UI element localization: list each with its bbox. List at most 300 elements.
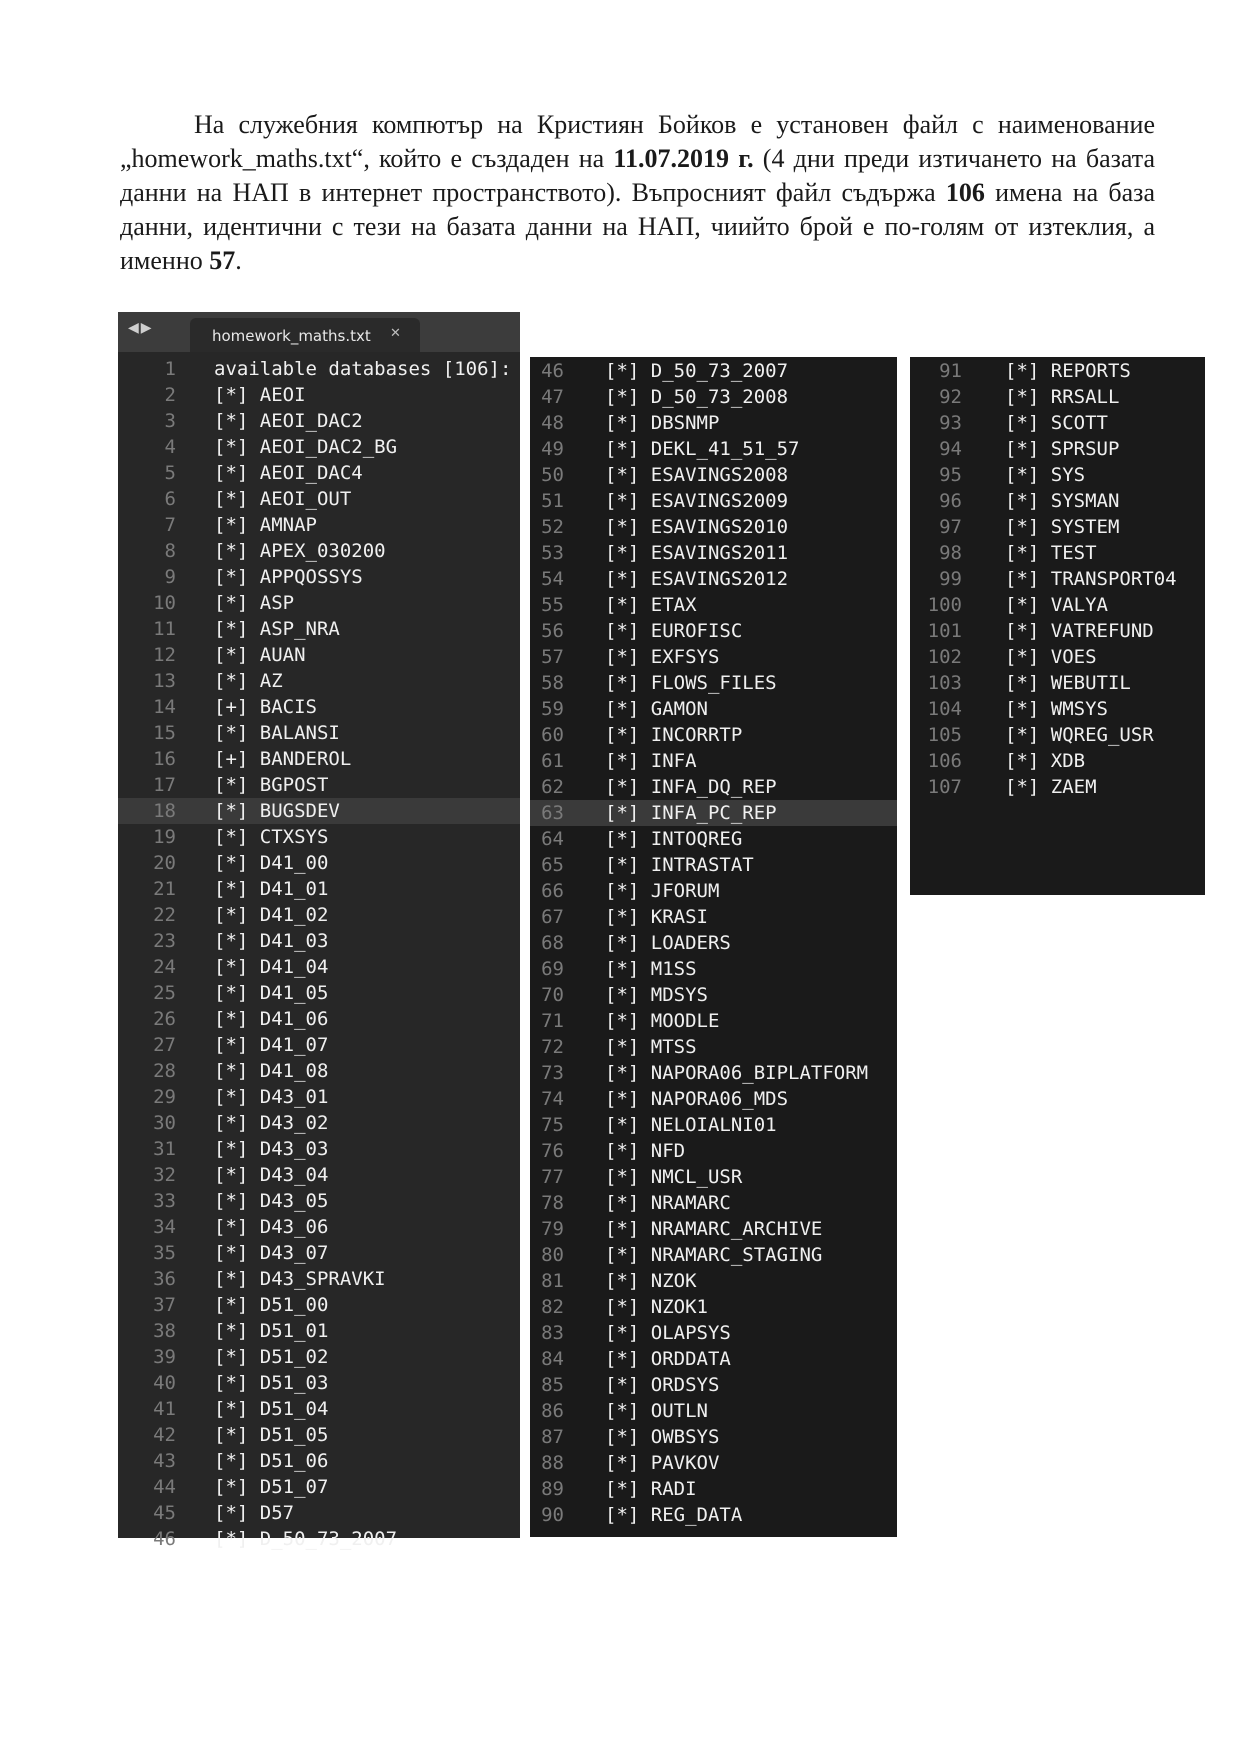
code-line	[910, 618, 1205, 644]
line-text: [*] D51_05	[214, 1424, 329, 1446]
line-text: [*] ESAVINGS2011	[605, 542, 789, 564]
line-text: [*] D51_06	[214, 1450, 329, 1472]
line-text: [*] INFA_PC_REP	[605, 802, 777, 824]
line-number: 9	[164, 566, 176, 588]
code-line	[530, 748, 897, 774]
line-number: 99	[939, 568, 962, 590]
line-text: [*] D41_06	[214, 1008, 329, 1030]
code-line	[118, 564, 520, 590]
line-text: [*] D51_04	[214, 1398, 329, 1420]
line-text: [*] VALYA	[1005, 594, 1108, 616]
line-number: 62	[541, 776, 564, 798]
line-text: [*] APPQOSSYS	[214, 566, 363, 588]
editor-tab-bar	[118, 312, 520, 352]
line-text: [*] D41_07	[214, 1034, 329, 1056]
line-text: [*] SYSMAN	[1005, 490, 1120, 512]
code-line	[118, 1526, 520, 1552]
code-line	[118, 1318, 520, 1344]
line-number: 97	[939, 516, 962, 538]
line-number: 77	[541, 1166, 564, 1188]
line-number: 17	[153, 774, 176, 796]
line-number: 84	[541, 1348, 564, 1370]
line-text: [*] AZ	[214, 670, 283, 692]
code-line	[530, 904, 897, 930]
line-text: [*] SCOTT	[1005, 412, 1108, 434]
line-number: 3	[164, 410, 176, 432]
line-number: 33	[153, 1190, 176, 1212]
line-text: [*] NAPORA06_MDS	[605, 1088, 789, 1110]
code-line	[530, 384, 897, 410]
code-line	[118, 356, 520, 382]
line-number: 82	[541, 1296, 564, 1318]
line-text: [*] MTSS	[605, 1036, 697, 1058]
line-text: [*] XDB	[1005, 750, 1086, 772]
line-number: 86	[541, 1400, 564, 1422]
code-line	[118, 798, 520, 824]
line-text: [*] VOES	[1005, 646, 1097, 668]
code-line	[530, 826, 897, 852]
line-number: 59	[541, 698, 564, 720]
code-line	[530, 1320, 897, 1346]
line-number: 23	[153, 930, 176, 952]
code-line	[118, 538, 520, 564]
code-line	[118, 694, 520, 720]
line-text: [*] TEST	[1005, 542, 1097, 564]
line-text: [*] WQREG_USR	[1005, 724, 1154, 746]
line-text: [*] ORDSYS	[605, 1374, 720, 1396]
intro-paragraph	[120, 108, 1155, 278]
line-number: 11	[153, 618, 176, 640]
editor-screenshot-1	[118, 312, 520, 1550]
code-line	[910, 358, 1205, 384]
code-line	[118, 616, 520, 642]
code-line	[118, 1162, 520, 1188]
code-line	[118, 1136, 520, 1162]
code-line	[530, 1502, 897, 1528]
line-number: 7	[164, 514, 176, 536]
line-text: [*] AEOI	[214, 384, 306, 406]
code-line	[530, 1190, 897, 1216]
line-text: [*] FLOWS_FILES	[605, 672, 777, 694]
code-line	[118, 954, 520, 980]
line-text: [*] REG_DATA	[605, 1504, 743, 1526]
file-tab[interactable]	[190, 318, 420, 352]
line-number: 53	[541, 542, 564, 564]
line-number: 45	[153, 1502, 176, 1524]
code-line	[530, 462, 897, 488]
line-number: 70	[541, 984, 564, 1006]
line-number: 5	[164, 462, 176, 484]
line-text: [*] TRANSPORT04	[1005, 568, 1177, 590]
line-number: 94	[939, 438, 962, 460]
code-line	[118, 824, 520, 850]
line-number: 60	[541, 724, 564, 746]
database-count: 106	[945, 178, 985, 207]
paragraph-part-4: .	[235, 246, 242, 275]
line-text: [*] D51_07	[214, 1476, 329, 1498]
code-line	[118, 746, 520, 772]
code-line	[530, 1164, 897, 1190]
line-text: [*] ESAVINGS2009	[605, 490, 789, 512]
code-line	[118, 1344, 520, 1370]
line-number: 40	[153, 1372, 176, 1394]
line-text: [*] VATREFUND	[1005, 620, 1154, 642]
line-number: 95	[939, 464, 962, 486]
line-text: [*] NMCL_USR	[605, 1166, 743, 1188]
line-number: 42	[153, 1424, 176, 1446]
line-text: [*] INCORRTP	[605, 724, 743, 746]
code-line	[530, 1424, 897, 1450]
line-number: 24	[153, 956, 176, 978]
line-text: [*] BALANSI	[214, 722, 340, 744]
line-text: [*] EUROFISC	[605, 620, 743, 642]
line-text: [*] CTXSYS	[214, 826, 329, 848]
code-line	[118, 486, 520, 512]
code-line	[910, 462, 1205, 488]
line-text: [*] AEOI_DAC2_BG	[214, 436, 398, 458]
leaked-count: 57	[209, 246, 236, 275]
code-line	[910, 514, 1205, 540]
line-number: 35	[153, 1242, 176, 1264]
line-text: [*] DEKL_41_51_57	[605, 438, 800, 460]
line-number: 91	[939, 360, 962, 382]
line-text: [*] D43_02	[214, 1112, 329, 1134]
code-line	[530, 1008, 897, 1034]
line-number: 18	[153, 800, 176, 822]
code-line	[118, 512, 520, 538]
code-line	[910, 436, 1205, 462]
line-text: [*] ESAVINGS2012	[605, 568, 789, 590]
code-line	[118, 1292, 520, 1318]
line-text: [*] D43_05	[214, 1190, 329, 1212]
code-line	[118, 928, 520, 954]
line-number: 51	[541, 490, 564, 512]
line-number: 61	[541, 750, 564, 772]
line-text: [*] D_50_73_2008	[605, 386, 789, 408]
line-text: [*] NRAMARC_ARCHIVE	[605, 1218, 823, 1240]
line-text: [*] D43_06	[214, 1216, 329, 1238]
code-line	[530, 1242, 897, 1268]
line-text: [*] D41_00	[214, 852, 329, 874]
line-text: [*] D41_03	[214, 930, 329, 952]
code-line	[530, 1060, 897, 1086]
line-number: 63	[541, 802, 564, 824]
line-text: [*] D43_04	[214, 1164, 329, 1186]
paragraph-part-3: имена на база данни, идентични с тези на базата данни на НАП, чиийто брой е по-голям от изтеклия, а именно	[120, 178, 1155, 275]
code-line	[530, 982, 897, 1008]
line-number: 98	[939, 542, 962, 564]
line-number: 101	[927, 620, 962, 642]
line-number: 31	[153, 1138, 176, 1160]
code-line	[118, 1474, 520, 1500]
line-number: 49	[541, 438, 564, 460]
line-number: 66	[541, 880, 564, 902]
code-line	[910, 566, 1205, 592]
code-line	[530, 1112, 897, 1138]
line-text: [*] WMSYS	[1005, 698, 1108, 720]
line-text: [*] OLAPSYS	[605, 1322, 731, 1344]
line-text: [*] SYS	[1005, 464, 1086, 486]
nav-arrows-icon[interactable]: ◀▶	[128, 320, 154, 336]
line-number: 52	[541, 516, 564, 538]
line-text: [*] LOADERS	[605, 932, 731, 954]
code-line	[118, 1006, 520, 1032]
code-line	[118, 668, 520, 694]
line-text: [*] D51_01	[214, 1320, 329, 1342]
line-number: 102	[927, 646, 962, 668]
line-text: [*] JFORUM	[605, 880, 720, 902]
line-number: 103	[927, 672, 962, 694]
line-number: 74	[541, 1088, 564, 1110]
code-line	[530, 1346, 897, 1372]
line-number: 65	[541, 854, 564, 876]
line-number: 50	[541, 464, 564, 486]
line-text: [*] NRAMARC	[605, 1192, 731, 1214]
line-text: [*] M1SS	[605, 958, 697, 980]
code-line	[118, 460, 520, 486]
close-icon[interactable]: ✕	[390, 326, 401, 341]
code-line	[910, 384, 1205, 410]
code-line	[530, 410, 897, 436]
line-text: [*] AEOI_DAC4	[214, 462, 363, 484]
code-line	[118, 1396, 520, 1422]
line-number: 30	[153, 1112, 176, 1134]
code-line	[910, 748, 1205, 774]
line-number: 10	[153, 592, 176, 614]
line-text: [*] D41_05	[214, 982, 329, 1004]
line-number: 14	[153, 696, 176, 718]
line-text: [*] INTRASTAT	[605, 854, 754, 876]
line-text: [*] DBSNMP	[605, 412, 720, 434]
line-number: 57	[541, 646, 564, 668]
code-line	[118, 772, 520, 798]
code-line	[118, 642, 520, 668]
code-line	[910, 670, 1205, 696]
code-line	[118, 902, 520, 928]
line-text: [*] AEOI_OUT	[214, 488, 352, 510]
paragraph-part-1: На служебния компютър на Кристиян Бойков е установен файл с наименование „homework_maths.txt“, който е създаден на	[120, 110, 1155, 173]
code-line	[910, 410, 1205, 436]
line-number: 67	[541, 906, 564, 928]
creation-date: 11.07.2019 г.	[613, 144, 754, 173]
line-number: 83	[541, 1322, 564, 1344]
line-number: 44	[153, 1476, 176, 1498]
line-number: 8	[164, 540, 176, 562]
line-number: 41	[153, 1398, 176, 1420]
line-text: [*] KRASI	[605, 906, 708, 928]
code-line	[530, 644, 897, 670]
line-text: [*] NZOK	[605, 1270, 697, 1292]
line-number: 29	[153, 1086, 176, 1108]
line-text: [*] REPORTS	[1005, 360, 1131, 382]
line-text: [*] D57	[214, 1502, 295, 1524]
code-line	[118, 1084, 520, 1110]
line-text: [*] NRAMARC_STAGING	[605, 1244, 823, 1266]
code-line	[118, 1214, 520, 1240]
line-text: [*] MOODLE	[605, 1010, 720, 1032]
code-line	[530, 852, 897, 878]
line-text: [*] NAPORA06_BIPLATFORM	[605, 1062, 869, 1084]
code-line	[118, 850, 520, 876]
code-line	[118, 1370, 520, 1396]
code-line	[530, 436, 897, 462]
line-number: 87	[541, 1426, 564, 1448]
code-line	[910, 696, 1205, 722]
line-number: 32	[153, 1164, 176, 1186]
line-number: 13	[153, 670, 176, 692]
line-number: 89	[541, 1478, 564, 1500]
line-text: [*] INTOQREG	[605, 828, 743, 850]
code-line	[530, 1138, 897, 1164]
line-text: [*] D51_03	[214, 1372, 329, 1394]
line-number: 12	[153, 644, 176, 666]
line-text: [*] D43_07	[214, 1242, 329, 1264]
line-number: 96	[939, 490, 962, 512]
line-number: 47	[541, 386, 564, 408]
code-line	[910, 644, 1205, 670]
line-number: 28	[153, 1060, 176, 1082]
code-line	[530, 1268, 897, 1294]
code-line	[118, 876, 520, 902]
line-text: [*] ESAVINGS2010	[605, 516, 789, 538]
code-line	[910, 722, 1205, 748]
line-number: 22	[153, 904, 176, 926]
code-line	[530, 1450, 897, 1476]
code-line	[118, 408, 520, 434]
code-line	[910, 540, 1205, 566]
code-line	[530, 1294, 897, 1320]
line-text: [*] ASP_NRA	[214, 618, 340, 640]
line-text: [*] OUTLN	[605, 1400, 708, 1422]
line-text: [*] SPRSUP	[1005, 438, 1120, 460]
line-text: [*] ZAEM	[1005, 776, 1097, 798]
line-text: [*] D_50_73_2007	[605, 360, 789, 382]
code-line	[530, 1398, 897, 1424]
line-number: 104	[927, 698, 962, 720]
code-line	[118, 434, 520, 460]
line-number: 93	[939, 412, 962, 434]
editor-screenshot-2	[530, 357, 897, 1537]
line-text: [*] BUGSDEV	[214, 800, 340, 822]
line-text: [*] D41_02	[214, 904, 329, 926]
line-number: 46	[541, 360, 564, 382]
line-number: 38	[153, 1320, 176, 1342]
code-line	[118, 720, 520, 746]
line-text: [*] D43_SPRAVKI	[214, 1268, 386, 1290]
code-line	[530, 800, 897, 826]
line-number: 48	[541, 412, 564, 434]
line-text: [*] D43_03	[214, 1138, 329, 1160]
code-line	[910, 592, 1205, 618]
code-line	[118, 1266, 520, 1292]
line-text: [*] NELOIALNI01	[605, 1114, 777, 1136]
line-text: [*] EXFSYS	[605, 646, 720, 668]
line-text: [*] NFD	[605, 1140, 686, 1162]
code-line	[910, 774, 1205, 800]
line-text: [*] D41_04	[214, 956, 329, 978]
line-text: [*] D51_02	[214, 1346, 329, 1368]
code-line	[530, 722, 897, 748]
line-text: [*] D_50_73_2007	[214, 1528, 398, 1550]
code-line	[530, 488, 897, 514]
line-number: 71	[541, 1010, 564, 1032]
code-lines	[530, 358, 897, 1528]
line-text: [*] APEX_030200	[214, 540, 386, 562]
code-line	[118, 382, 520, 408]
line-number: 55	[541, 594, 564, 616]
line-number: 20	[153, 852, 176, 874]
line-number: 4	[164, 436, 176, 458]
code-line	[530, 1034, 897, 1060]
line-number: 2	[164, 384, 176, 406]
line-text: [*] RADI	[605, 1478, 697, 1500]
code-line	[530, 696, 897, 722]
line-number: 100	[927, 594, 962, 616]
line-text: [*] ESAVINGS2008	[605, 464, 789, 486]
line-number: 37	[153, 1294, 176, 1316]
line-number: 26	[153, 1008, 176, 1030]
line-number: 39	[153, 1346, 176, 1368]
line-number: 36	[153, 1268, 176, 1290]
line-number: 1	[164, 358, 176, 380]
line-number: 69	[541, 958, 564, 980]
line-text: [*] BGPOST	[214, 774, 329, 796]
code-line	[530, 1216, 897, 1242]
code-line	[530, 592, 897, 618]
line-text: [*] D51_00	[214, 1294, 329, 1316]
code-line	[118, 590, 520, 616]
line-number: 64	[541, 828, 564, 850]
line-number: 34	[153, 1216, 176, 1238]
line-number: 81	[541, 1270, 564, 1292]
code-lines	[910, 358, 1205, 800]
line-text: [*] MDSYS	[605, 984, 708, 1006]
line-text: [*] INFA_DQ_REP	[605, 776, 777, 798]
line-number: 80	[541, 1244, 564, 1266]
line-text: [*] WEBUTIL	[1005, 672, 1131, 694]
line-number: 75	[541, 1114, 564, 1136]
line-number: 16	[153, 748, 176, 770]
line-number: 46	[153, 1528, 176, 1550]
line-number: 92	[939, 386, 962, 408]
code-line	[530, 1476, 897, 1502]
line-text: [*] ORDDATA	[605, 1348, 731, 1370]
line-number: 6	[164, 488, 176, 510]
code-line	[530, 358, 897, 384]
line-text: [*] PAVKOV	[605, 1452, 720, 1474]
code-line	[118, 1448, 520, 1474]
code-lines	[118, 356, 520, 1552]
line-number: 27	[153, 1034, 176, 1056]
line-text: [*] SYSTEM	[1005, 516, 1120, 538]
line-text: [*] AUAN	[214, 644, 306, 666]
line-text: [*] INFA	[605, 750, 697, 772]
line-number: 58	[541, 672, 564, 694]
line-text: [*] ETAX	[605, 594, 697, 616]
code-line	[530, 618, 897, 644]
line-number: 19	[153, 826, 176, 848]
code-line	[118, 1240, 520, 1266]
line-text: [*] AMNAP	[214, 514, 317, 536]
code-line	[910, 488, 1205, 514]
code-line	[118, 980, 520, 1006]
line-number: 72	[541, 1036, 564, 1058]
line-number: 79	[541, 1218, 564, 1240]
line-text: [+] BANDEROL	[214, 748, 352, 770]
code-line	[530, 774, 897, 800]
line-number: 88	[541, 1452, 564, 1474]
line-number: 105	[927, 724, 962, 746]
